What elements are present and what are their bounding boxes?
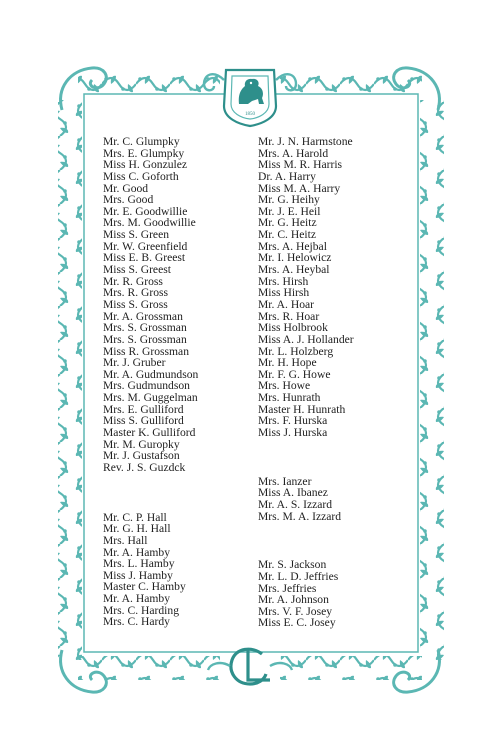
- svg-text:1850: 1850: [245, 112, 255, 117]
- left-border-vine: [58, 100, 82, 660]
- passenger-name: Mr. J. Gruber: [103, 356, 166, 370]
- passenger-name: Master C. Hamby: [103, 580, 186, 594]
- passenger-name: Miss A. Ibanez: [258, 486, 328, 500]
- passenger-name: Mr. R. Gross: [103, 274, 163, 288]
- passenger-name: Mr. E. Goodwillie: [103, 204, 188, 218]
- passenger-name: Master K. Gulliford: [103, 426, 196, 440]
- passenger-name: Mr. H. Hope: [258, 356, 317, 370]
- passenger-name: Mr. G. H. Hall: [103, 522, 171, 536]
- passenger-name: Mr. L. Holzberg: [258, 344, 334, 358]
- passenger-name: Miss J. Hamby: [103, 568, 173, 582]
- passenger-name: Mrs. E. Glumpky: [103, 146, 185, 160]
- passenger-name: Dr. A. Harry: [258, 169, 316, 183]
- passenger-name: Mr. J. Gustafson: [103, 449, 180, 463]
- passenger-name: Mrs. Hunrath: [258, 391, 321, 405]
- passenger-name: Mrs. A. Heybal: [258, 263, 330, 277]
- passenger-name: Mr. F. G. Howe: [258, 367, 331, 381]
- passenger-name: Mrs. F. Hurska: [258, 414, 328, 428]
- passenger-name: Mr. A. Johnson: [258, 593, 329, 607]
- left-name-column: [103, 136, 273, 628]
- passenger-name: Mrs. Good: [103, 193, 154, 207]
- passenger-name: Mr. L. D. Jeffries: [258, 569, 339, 583]
- right-i-name-list: [258, 476, 428, 523]
- passenger-name: Miss H. Gonzulez: [103, 158, 188, 172]
- section-gap: [103, 474, 273, 512]
- passenger-name: Mrs. E. Gulliford: [103, 402, 184, 416]
- passenger-name: Mrs. C. Harding: [103, 603, 179, 617]
- passenger-name: Mr. A. Grossman: [103, 309, 183, 323]
- passenger-name: Mr. C. Glumpky: [103, 135, 180, 148]
- passenger-name: Mrs. S. Grossman: [103, 321, 187, 335]
- passenger-name: Mr. C. Heitz: [258, 228, 316, 242]
- passenger-name: Rev. J. S. Guzdck: [103, 460, 186, 474]
- section-gap: [258, 439, 428, 476]
- passenger-name: Master H. Hunrath: [258, 402, 346, 416]
- right-name-column: [258, 136, 428, 629]
- section-gap: [258, 522, 428, 559]
- passenger-name: Mr. W. Greenfield: [103, 239, 188, 253]
- passenger-name: Mrs. R. Hoar: [258, 309, 320, 323]
- passenger-name: Mrs. Hirsh: [258, 274, 309, 288]
- passenger-name: Miss E. B. Greest: [103, 251, 186, 265]
- bottom-border-vine: [78, 656, 220, 680]
- passenger-name: Miss S. Greest: [103, 263, 171, 277]
- passenger-name: Mr. G. Heitz: [258, 216, 317, 230]
- lion-crest-icon: [224, 70, 276, 126]
- passenger-name: Miss C. Goforth: [103, 169, 179, 183]
- passenger-name: Mr. I. Helowicz: [258, 251, 332, 265]
- passenger-name: Miss Holbrook: [258, 321, 328, 335]
- passenger-name: Mr. A. Gudmundson: [103, 367, 199, 381]
- passenger-name: Mr. A. S. Izzard: [258, 497, 333, 511]
- passenger-name: Mr. C. P. Hall: [103, 510, 167, 524]
- right-h-name-list: [258, 136, 428, 439]
- left-h-name-list: [103, 512, 273, 628]
- right-j-name-list: [258, 559, 428, 629]
- left-g-name-list: [103, 136, 273, 474]
- passenger-name: Miss R. Grossman: [103, 344, 189, 358]
- passenger-name: Mrs. A. Hejbal: [258, 239, 327, 253]
- passenger-name: Miss E. C. Josey: [258, 616, 336, 630]
- passenger-name: Mr. M. Guropky: [103, 437, 180, 451]
- passenger-name: Mr. S. Jackson: [258, 558, 327, 572]
- passenger-name: Miss Hirsh: [258, 286, 310, 300]
- passenger-name: Miss S. Gulliford: [103, 414, 184, 428]
- passenger-name: Mrs. L. Hamby: [103, 557, 175, 571]
- passenger-name: Mr. A. Hamby: [103, 592, 170, 606]
- passenger-name: Mrs. M. A. Izzard: [258, 509, 342, 523]
- passenger-name: Mr. J. E. Heil: [258, 204, 321, 218]
- bottom-border-vine-right: [280, 656, 422, 680]
- passenger-name: Mrs. R. Gross: [103, 286, 169, 300]
- passenger-name: Mrs. V. F. Josey: [258, 604, 333, 618]
- top-border-vine-right: [280, 72, 422, 96]
- top-border-vine: [78, 72, 220, 96]
- passenger-name: Mr. G. Heihy: [258, 193, 320, 207]
- passenger-name: Miss M. R. Harris: [258, 158, 343, 172]
- passenger-name: Mrs. C. Hardy: [103, 615, 170, 629]
- passenger-name: Mrs. Jeffries: [258, 581, 317, 595]
- passenger-name: Mr. A. Hamby: [103, 545, 170, 559]
- passenger-name: Miss M. A. Harry: [258, 181, 341, 195]
- passenger-name: Miss J. Hurska: [258, 426, 328, 440]
- passenger-name: Miss S. Green: [103, 228, 170, 242]
- passenger-name: Mrs. Hall: [103, 533, 148, 547]
- passenger-name: Mr. J. N. Harmstone: [258, 135, 353, 148]
- passenger-name: Mr. A. Hoar: [258, 297, 315, 311]
- passenger-name: Miss S. Gross: [103, 297, 168, 311]
- passenger-name: Miss A. J. Hollander: [258, 332, 354, 346]
- passenger-name: Mrs. A. Harold: [258, 146, 329, 160]
- passenger-name: Mr. Good: [103, 181, 149, 195]
- passenger-name: Mrs. M. Guggelman: [103, 391, 198, 405]
- cl-monogram-icon: [208, 649, 292, 684]
- passenger-name: Mrs. M. Goodwillie: [103, 216, 196, 230]
- passenger-name: Mrs. S. Grossman: [103, 332, 187, 346]
- passenger-name: Mrs. Gudmundson: [103, 379, 190, 393]
- passenger-name: Mrs. Howe: [258, 379, 311, 393]
- passenger-name: Mrs. Ianzer: [258, 474, 312, 488]
